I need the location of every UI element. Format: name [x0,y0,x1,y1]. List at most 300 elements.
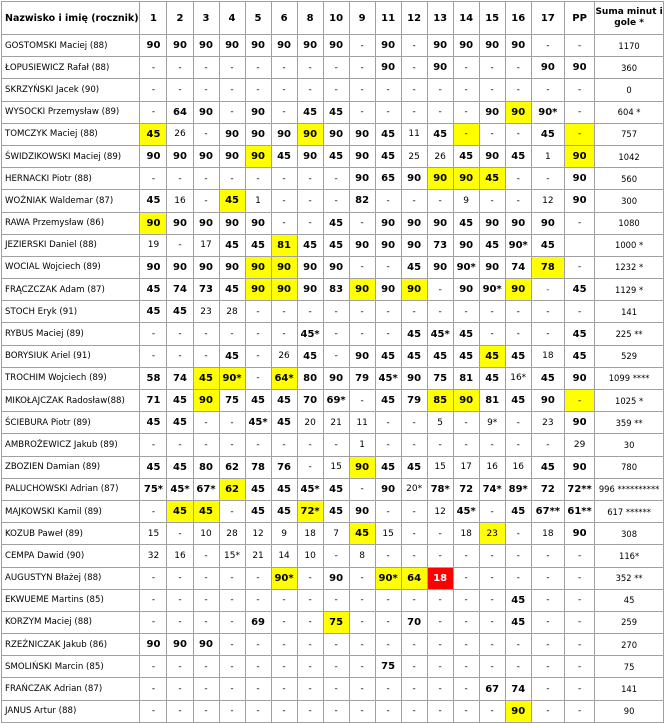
minutes-cell: 90 [479,212,505,234]
minutes-cell: - [427,656,453,678]
minutes-cell: - [427,79,453,101]
player-name: MIKOŁAJCZAK Radosław(88) [2,390,140,412]
minutes-cell: 90 [427,57,453,79]
total-cell: 617 ****** [595,500,664,522]
minutes-cell: - [531,611,564,633]
minutes-cell: - [140,678,167,700]
total-cell: 1099 **** [595,367,664,389]
minutes-cell: 28 [219,301,245,323]
player-name: HERNACKI Piotr (88) [2,168,140,190]
minutes-cell: 23 [193,301,219,323]
minutes-cell: 90 [565,367,595,389]
minutes-cell: - [427,678,453,700]
header-round-4: 4 [219,2,245,35]
minutes-cell: - [401,700,427,722]
minutes-cell: 45 [140,412,167,434]
minutes-cell: 15 [375,523,401,545]
minutes-cell: - [375,611,401,633]
minutes-cell: - [427,190,453,212]
minutes-cell: - [375,634,401,656]
minutes-cell: - [245,656,271,678]
minutes-cell: - [427,101,453,123]
minutes-cell: 90 [245,35,271,57]
minutes-cell: - [297,700,323,722]
minutes-cell: - [323,345,349,367]
minutes-cell: - [193,700,219,722]
minutes-cell: - [323,301,349,323]
player-name: KORZYM Maciej (88) [2,611,140,633]
minutes-cell: 45 [219,234,245,256]
minutes-cell: 90 [479,256,505,278]
minutes-cell: 90 [401,367,427,389]
table-row [2,634,664,656]
minutes-cell: - [349,656,375,678]
minutes-cell: 90* [505,234,531,256]
minutes-cell: - [349,212,375,234]
minutes-cell: - [375,412,401,434]
minutes-cell: - [479,656,505,678]
minutes-cell: 10 [297,545,323,567]
minutes-cell: 14 [271,545,297,567]
minutes-cell: 45 [401,456,427,478]
minutes-cell: - [453,656,479,678]
total-cell: 90 [595,700,664,722]
header-row [2,2,664,35]
minutes-cell: 45 [193,500,219,522]
minutes-cell: - [349,678,375,700]
minutes-cell: 20* [401,478,427,500]
minutes-cell: 90 [427,168,453,190]
total-cell: 1170 [595,35,664,57]
minutes-cell: 16 [167,190,193,212]
minutes-cell: 17 [453,456,479,478]
minutes-cell: - [479,589,505,611]
minutes-cell: 73 [427,234,453,256]
minutes-cell: 79 [401,390,427,412]
minutes-cell: 45 [531,367,564,389]
minutes-cell: 21 [323,412,349,434]
minutes-cell: - [245,323,271,345]
minutes-cell: - [375,678,401,700]
minutes-cell: - [505,567,531,589]
player-name: AMBROŻEWICZ Jakub (89) [2,434,140,456]
minutes-cell: - [140,434,167,456]
minutes-cell: - [531,545,564,567]
minutes-cell: - [565,256,595,278]
minutes-cell: - [401,57,427,79]
player-name: JANUS Artur (88) [2,700,140,722]
minutes-cell: 45 [479,168,505,190]
minutes-cell: - [375,545,401,567]
minutes-cell: 90 [479,101,505,123]
minutes-cell: - [349,101,375,123]
player-name: WYSOCKI Przemysław (89) [2,101,140,123]
minutes-cell: 90 [349,168,375,190]
minutes-cell: 5 [427,412,453,434]
minutes-cell: - [245,700,271,722]
minutes-cell: - [505,168,531,190]
minutes-cell: 90 [401,234,427,256]
minutes-cell: 90 [565,168,595,190]
minutes-cell: - [245,168,271,190]
minutes-cell: 45 [219,190,245,212]
minutes-cell: - [245,57,271,79]
table-row [2,434,664,456]
minutes-cell: 90* [531,101,564,123]
minutes-cell: - [167,434,193,456]
total-cell: 1080 [595,212,664,234]
header-total: Suma minut i gole * [595,2,664,35]
minutes-cell: 45 [401,256,427,278]
minutes-cell: 74 [167,279,193,301]
minutes-cell: - [193,123,219,145]
minutes-cell: 45 [349,523,375,545]
table-row [2,123,664,145]
minutes-cell: - [323,656,349,678]
minutes-cell: 90* [271,567,297,589]
minutes-cell: - [193,611,219,633]
table-row [2,390,664,412]
minutes-cell: - [505,123,531,145]
minutes-cell: 90 [193,634,219,656]
minutes-cell: 45 [505,145,531,167]
minutes-cell: 45 [323,101,349,123]
player-name: WOŹNIAK Waldemar (87) [2,190,140,212]
minutes-cell: 45 [453,345,479,367]
minutes-cell: 90 [427,35,453,57]
minutes-cell: 45 [401,345,427,367]
minutes-cell: 45 [297,345,323,367]
minutes-cell: - [167,567,193,589]
minutes-cell: - [531,567,564,589]
minutes-cell: 90 [140,212,167,234]
header-round-13: 13 [427,2,453,35]
minutes-cell: 74 [167,367,193,389]
minutes-cell: 90 [219,35,245,57]
minutes-cell: - [565,611,595,633]
total-cell: 141 [595,678,664,700]
player-name: TROCHIM Wojciech (89) [2,367,140,389]
minutes-cell: 45* [167,478,193,500]
minutes-cell: 90 [323,256,349,278]
minutes-cell: 45 [271,478,297,500]
minutes-cell: - [193,434,219,456]
minutes-cell: 90 [505,700,531,722]
table-row [2,589,664,611]
player-name: MAJKOWSKI Kamil (89) [2,500,140,522]
minutes-cell [565,234,595,256]
minutes-cell: - [140,168,167,190]
minutes-cell: 90 [505,279,531,301]
minutes-cell: 90 [297,35,323,57]
player-name: RAWA Przemysław (86) [2,212,140,234]
minutes-cell: - [167,57,193,79]
minutes-cell: - [245,567,271,589]
minutes-cell: - [219,57,245,79]
minutes-cell: - [565,123,595,145]
minutes-cell: 90 [375,212,401,234]
minutes-cell: 45 [271,412,297,434]
minutes-cell: - [193,656,219,678]
minutes-cell: 45 [453,212,479,234]
minutes-cell: 90 [349,145,375,167]
minutes-cell: 45* [297,323,323,345]
header-round-2: 2 [167,2,193,35]
minutes-cell: - [193,345,219,367]
minutes-cell: - [531,634,564,656]
minutes-cell: - [297,678,323,700]
minutes-cell: 1 [349,434,375,456]
minutes-cell: - [323,323,349,345]
minutes-cell: - [479,545,505,567]
minutes-cell: - [271,678,297,700]
table-row [2,611,664,633]
minutes-cell: 11 [349,412,375,434]
minutes-cell: 90 [193,145,219,167]
minutes-cell: 45 [531,234,564,256]
minutes-cell: - [479,700,505,722]
minutes-cell: - [349,301,375,323]
minutes-cell: - [297,611,323,633]
table-row [2,412,664,434]
minutes-cell: - [427,611,453,633]
minutes-cell: - [271,589,297,611]
minutes-cell: - [375,256,401,278]
header-name: Nazwisko i imię (rocznik) [2,2,140,35]
minutes-cell: 45 [505,390,531,412]
minutes-cell: 18 [531,523,564,545]
minutes-cell: 45 [245,500,271,522]
minutes-cell: - [427,634,453,656]
minutes-cell: - [479,567,505,589]
minutes-cell: - [453,57,479,79]
minutes-cell: - [427,279,453,301]
minutes-cell: - [565,101,595,123]
minutes-cell: 76 [271,456,297,478]
minutes-cell: - [297,567,323,589]
table-row [2,656,664,678]
minutes-cell: 15 [323,456,349,478]
minutes-cell: 90 [297,145,323,167]
minutes-cell: 90 [245,279,271,301]
minutes-cell: - [245,434,271,456]
minutes-cell: - [505,79,531,101]
table-row [2,168,664,190]
minutes-cell: 8 [349,545,375,567]
minutes-cell: - [401,301,427,323]
minutes-cell: 90 [349,234,375,256]
minutes-cell: 90 [271,256,297,278]
minutes-cell: - [349,567,375,589]
minutes-cell: - [140,500,167,522]
minutes-cell: - [505,57,531,79]
minutes-cell: 45 [193,367,219,389]
header-round-10: 10 [323,2,349,35]
table-row [2,367,664,389]
minutes-cell: 90 [219,212,245,234]
minutes-cell: - [349,35,375,57]
minutes-cell: - [565,589,595,611]
total-cell: 360 [595,57,664,79]
minutes-cell: - [531,168,564,190]
minutes-cell: - [479,611,505,633]
minutes-cell: 45 [219,345,245,367]
header-round-17: 17 [531,2,564,35]
minutes-cell: - [531,434,564,456]
minutes-cell: - [271,212,297,234]
minutes-cell: 32 [140,545,167,567]
minutes-cell: - [323,700,349,722]
minutes-cell: 45 [323,145,349,167]
minutes-cell: - [401,634,427,656]
minutes-cell: - [401,190,427,212]
minutes-cell: - [349,589,375,611]
minutes-cell: - [453,301,479,323]
minutes-cell: - [349,57,375,79]
minutes-cell: 81 [479,390,505,412]
minutes-cell: - [479,434,505,456]
minutes-cell: 45 [479,367,505,389]
minutes-cell: - [323,545,349,567]
minutes-cell: 45 [565,345,595,367]
minutes-cell: - [453,567,479,589]
minutes-cell: - [349,79,375,101]
minutes-cell: - [271,700,297,722]
minutes-cell: 90* [375,567,401,589]
player-name: ZBOZIEN Damian (89) [2,456,140,478]
minutes-cell: - [271,434,297,456]
minutes-cell: - [323,678,349,700]
minutes-cell: - [479,634,505,656]
minutes-cell: 81 [271,234,297,256]
minutes-cell: - [453,412,479,434]
minutes-cell: 90 [323,567,349,589]
total-cell: 116* [595,545,664,567]
minutes-cell: 20 [297,412,323,434]
minutes-cell: 90 [427,256,453,278]
minutes-cell: 90 [271,279,297,301]
minutes-cell: - [193,57,219,79]
minutes-cell: - [193,168,219,190]
minutes-cell: - [531,700,564,722]
minutes-cell: - [401,79,427,101]
header-round-16: 16 [505,2,531,35]
minutes-cell: 45 [453,323,479,345]
minutes-cell: - [505,523,531,545]
minutes-cell: - [271,323,297,345]
total-cell: 300 [595,190,664,212]
minutes-cell: 90 [323,35,349,57]
minutes-cell: - [219,611,245,633]
player-name: AUGUSTYN Błażej (88) [2,567,140,589]
minutes-cell: 90 [193,390,219,412]
minutes-cell: 90 [271,123,297,145]
total-cell: 30 [595,434,664,456]
minutes-cell: 58 [140,367,167,389]
minutes-cell: - [565,212,595,234]
minutes-cell: 45 [565,279,595,301]
minutes-cell: - [401,101,427,123]
minutes-cell: 64 [167,101,193,123]
minutes-cell: 90 [140,35,167,57]
minutes-cell: - [401,500,427,522]
minutes-cell: 45 [427,345,453,367]
minutes-cell: 18 [297,523,323,545]
minutes-cell: - [479,57,505,79]
minutes-cell: 85 [427,390,453,412]
minutes-cell: - [323,434,349,456]
minutes-cell: - [349,390,375,412]
minutes-cell: 45* [427,323,453,345]
minutes-cell: 45 [140,456,167,478]
minutes-cell: 90 [219,123,245,145]
player-name: KOZUB Paweł (89) [2,523,140,545]
minutes-cell: - [479,123,505,145]
minutes-cell: - [349,478,375,500]
minutes-cell: 45 [271,500,297,522]
minutes-cell: 45* [245,412,271,434]
minutes-cell: - [297,57,323,79]
minutes-cell: 23 [479,523,505,545]
minutes-cell: 45* [453,500,479,522]
minutes-cell: - [565,678,595,700]
minutes-cell: 90 [479,145,505,167]
header-round-9: 9 [349,2,375,35]
minutes-cell: - [323,168,349,190]
minutes-cell: 90 [193,35,219,57]
minutes-cell: 9 [453,190,479,212]
minutes-cell: 64 [401,567,427,589]
minutes-cell: 90 [297,256,323,278]
minutes-cell: 90 [245,256,271,278]
minutes-cell: - [140,567,167,589]
minutes-cell: - [531,656,564,678]
minutes-cell: 45 [531,123,564,145]
minutes-cell: 79 [349,367,375,389]
minutes-cell: 90 [140,634,167,656]
minutes-cell: 90 [401,168,427,190]
minutes-cell: - [245,79,271,101]
minutes-cell: - [453,589,479,611]
minutes-cell: 78 [245,456,271,478]
minutes-cell: - [297,301,323,323]
minutes-cell: 90 [453,168,479,190]
minutes-cell: 45 [323,478,349,500]
player-name: TOMCZYK Maciej (88) [2,123,140,145]
minutes-cell: 90 [245,212,271,234]
minutes-cell: 15 [140,523,167,545]
minutes-cell: - [323,57,349,79]
minutes-cell: 90 [297,123,323,145]
minutes-cell: 90 [349,279,375,301]
minutes-cell: - [271,190,297,212]
total-cell: 757 [595,123,664,145]
minutes-cell: - [565,656,595,678]
minutes-cell: - [401,412,427,434]
table-row [2,523,664,545]
minutes-cell: - [565,634,595,656]
minutes-cell: 81 [453,367,479,389]
minutes-cell: 45 [323,234,349,256]
minutes-cell: 80 [193,456,219,478]
minutes-cell: 45 [479,345,505,367]
minutes-cell: - [505,190,531,212]
table-row [2,234,664,256]
minutes-cell: - [401,589,427,611]
minutes-cell: - [565,545,595,567]
minutes-cell: 16 [505,456,531,478]
minutes-cell: - [219,168,245,190]
